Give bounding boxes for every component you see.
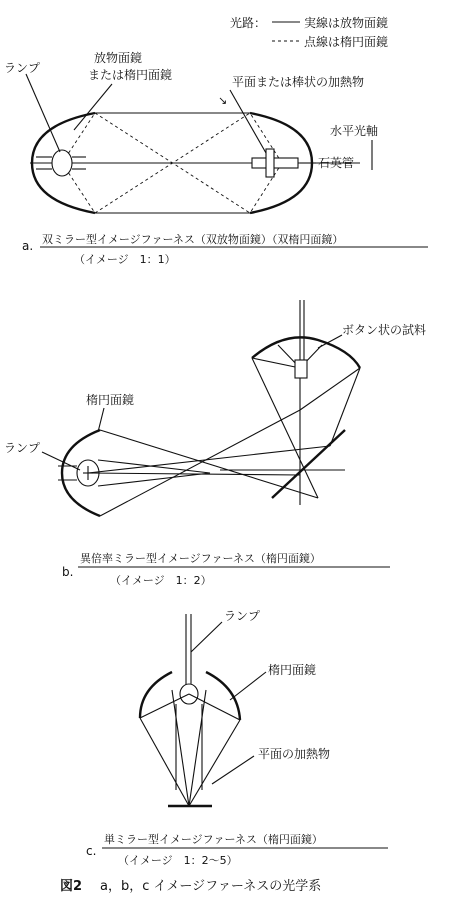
- figure-caption-text: a，b，c イメージファーネスの光学系: [100, 879, 322, 894]
- figure-number: 図2: [60, 879, 83, 894]
- panel-c-heated-label: 平面の加熱物: [258, 747, 331, 761]
- panel-c-ray: [140, 718, 189, 806]
- panel-b-ray: [252, 358, 300, 368]
- panel-c-mirror-left: [140, 672, 172, 718]
- panel-b-ray: [98, 473, 210, 486]
- panel-a-tube-label: 石英管: [318, 156, 355, 170]
- panel-b-lamp-leader: [42, 452, 80, 470]
- panel-b-diagram: [42, 300, 360, 516]
- panel-b-ray: [100, 410, 300, 516]
- panel-c-lamp-leader: [191, 622, 222, 652]
- panel-b-ray: [88, 446, 330, 473]
- panel-c-mirror-leader: [230, 672, 266, 700]
- panel-c-ray: [140, 694, 189, 718]
- panel-b-lamp-label: ランプ: [4, 441, 41, 455]
- panel-b-sample-holder: [295, 360, 307, 378]
- panel-b-mirror-leader: [98, 408, 104, 432]
- panel-c-caption-ratio: （イメージ 1：2〜5）: [118, 854, 238, 867]
- panel-a-mirror-label-1: 放物面鏡: [94, 51, 143, 65]
- panel-c-heated-leader: [212, 756, 254, 784]
- panel-c-diagram: [140, 614, 266, 806]
- panel-a-caption-ratio: （イメージ 1：1）: [74, 253, 176, 266]
- optical-path-legend: [230, 15, 388, 49]
- panel-b-caption-title: 異倍率ミラー型イメージファーネス（楕円面鏡）: [80, 552, 321, 565]
- panel-c-ray: [172, 690, 189, 806]
- panel-b-ray: [300, 368, 360, 410]
- panel-c-letter: c.: [86, 844, 97, 858]
- panel-c-lamp-label: ランプ: [224, 609, 261, 623]
- panel-c-caption-title: 単ミラー型イメージファーネス（楕円面鏡）: [104, 833, 323, 846]
- panel-c-mirror-label: 楕円面鏡: [268, 663, 317, 677]
- panel-a-heated-label: 平面または棒状の加熱物: [232, 75, 365, 89]
- panel-b-sample-label: ボタン状の試料: [342, 323, 427, 337]
- panel-c-ray: [189, 720, 240, 806]
- panel-b-ray: [252, 358, 318, 498]
- panel-b-flat-mirror: [272, 430, 345, 498]
- panel-a-lamp-leader: [26, 74, 60, 152]
- panel-a-caption-title: 双ミラー型イメージファーネス（双放物面鏡）（双楕円面鏡）: [42, 233, 344, 246]
- legend-solid-text: 実線は放物面鏡: [304, 16, 389, 30]
- panel-c-ray: [189, 690, 206, 806]
- panel-b-letter: b.: [62, 565, 74, 579]
- panel-a-small-mark: ↘: [218, 94, 228, 107]
- legend-prefix: 光路：: [230, 16, 267, 30]
- panel-a-quartz-tube-icon: [252, 149, 298, 177]
- panel-a-diagram: [26, 74, 372, 213]
- legend-dashed-text: 点線は楕円面鏡: [304, 35, 389, 49]
- panel-a-axis-label: 水平光軸: [330, 124, 379, 138]
- panel-b-mirror-label: 楕円面鏡: [86, 393, 135, 407]
- panel-a-heated-leader: [230, 90, 266, 153]
- panel-a-mirror-leader: [74, 84, 112, 130]
- panel-a-lamp-label: ランプ: [4, 61, 41, 75]
- panel-b-caption-ratio: （イメージ 1：2）: [110, 574, 212, 587]
- panel-a-letter: a.: [22, 239, 34, 253]
- panel-b-ray: [330, 368, 360, 446]
- panel-a-mirror-label-2: または楕円面鏡: [88, 68, 173, 82]
